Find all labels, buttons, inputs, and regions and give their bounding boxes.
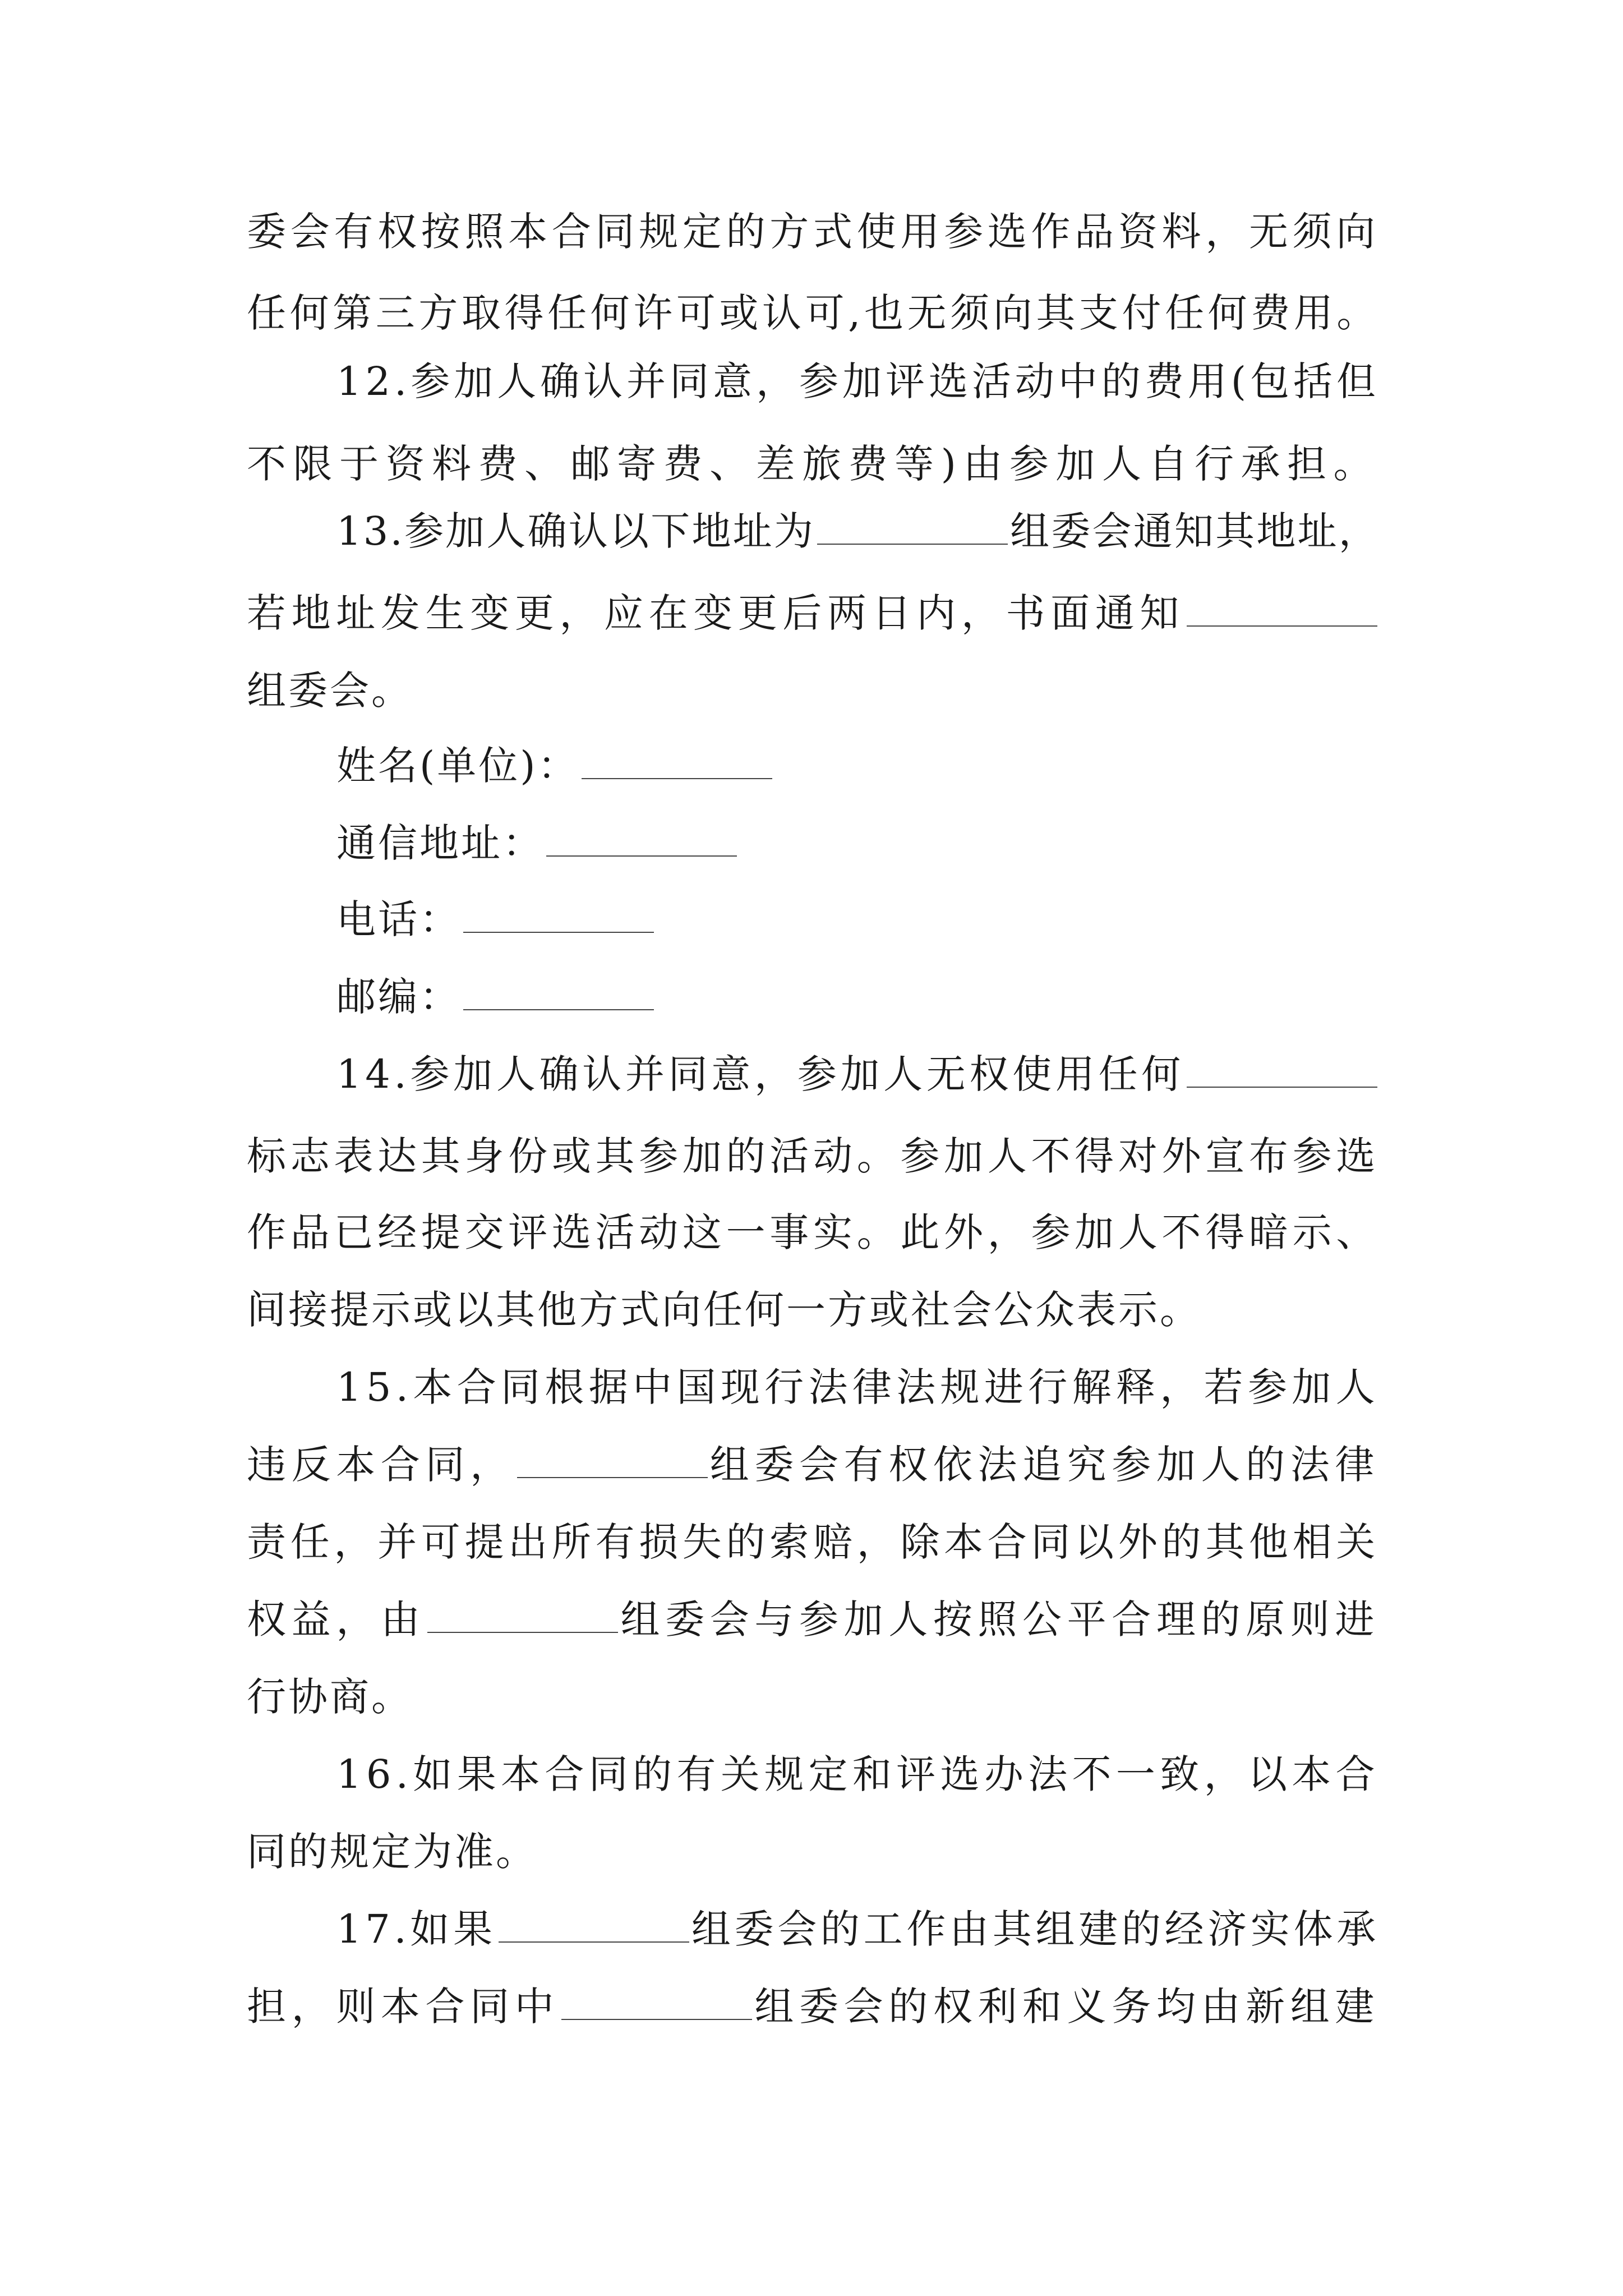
text-segment: 姓名(单位)： [336,743,579,789]
text-segment: 标志表达其身份或其参加的活动。参加人不得对外宣布参选 [247,1133,1380,1179]
fill-in-blank [1187,1079,1377,1088]
text-line [336,358,1380,404]
text-line [247,1287,1201,1333]
text-line [336,743,774,789]
text-line [247,1442,1380,1488]
text-segment: 组委会有权依法追究参加人的法律 [709,1442,1380,1488]
text-segment: 17.如果 [336,1906,496,1952]
text-segment: 不限于资料费、邮寄费、差旅费等)由参加人自行承担。 [247,441,1380,487]
fill-in-blank [463,1001,654,1010]
text-segment: 同的规定为准。 [247,1829,537,1875]
fill-in-blank [463,924,654,933]
text-segment: 作品已经提交评选活动这一事实。此外，参加人不得暗示、 [247,1209,1380,1255]
text-segment: 电话： [336,896,461,942]
text-line [247,590,1380,636]
text-segment: 组委会与参加人按照公平合理的原则进 [620,1596,1380,1642]
text-segment: 15.本合同根据中国现行法律法规进行解释，若参加人 [336,1364,1380,1410]
text-segment: 担，则本合同中 [247,1984,560,2030]
fill-in-blank [582,770,772,779]
text-segment: 12.参加人确认并同意，参加评选活动中的费用(包括但 [336,358,1380,404]
fill-in-blank [427,1624,618,1633]
text-segment: 邮编： [336,974,461,1020]
text-segment: 委会有权按照本合同规定的方式使用参选作品资料，无须向 [247,209,1380,255]
text-line [336,1364,1380,1410]
text-segment: 行协商。 [247,1674,413,1720]
text-line [247,1133,1380,1179]
text-line [247,1674,413,1720]
text-segment: 组委会。 [247,668,413,714]
text-segment: 14.参加人确认并同意，参加人无权使用任何 [336,1051,1184,1097]
text-line [247,1519,1380,1565]
text-segment: 任何第三方取得任何许可或认可,也无须向其支付任何费用。 [247,290,1380,336]
text-segment: 权益，由 [247,1596,426,1642]
text-line [336,896,656,942]
fill-in-blank [817,536,1008,545]
text-line [336,1751,1380,1797]
text-line [247,209,1380,255]
text-line [247,1209,1380,1255]
text-line [247,668,413,714]
text-line [336,508,1380,554]
text-segment: 13.参加人确认以下地址为 [336,508,815,554]
text-segment: 16.如果本合同的有关规定和评选办法不一致，以本合 [336,1751,1380,1797]
text-segment: 组委会通知其地址， [1010,508,1380,554]
text-segment: 通信地址： [336,820,544,866]
text-segment: 间接提示或以其他方式向任何一方或社会公众表示。 [247,1287,1201,1333]
text-segment: 组委会的权利和义务均由新组建 [754,1984,1380,2030]
fill-in-blank [517,1469,708,1478]
text-segment: 若地址发生变更，应在变更后两日内，书面通知 [247,590,1184,636]
text-line [247,290,1380,336]
text-line [336,974,656,1020]
fill-in-blank [499,1934,689,1943]
text-line [336,1051,1380,1097]
fill-in-blank [546,848,737,857]
text-line [247,441,1380,487]
text-line [336,1906,1380,1952]
text-line [247,1596,1380,1642]
text-segment: 责任，并可提出所有损失的索赔，除本合同以外的其他相关 [247,1519,1380,1565]
fill-in-blank [1187,618,1377,627]
text-line [247,1829,537,1875]
fill-in-blank [561,2011,752,2020]
text-line [336,820,739,866]
text-segment: 违反本合同， [247,1442,515,1488]
text-segment: 组委会的工作由其组建的经济实体承 [691,1906,1380,1952]
text-line [247,1984,1380,2030]
